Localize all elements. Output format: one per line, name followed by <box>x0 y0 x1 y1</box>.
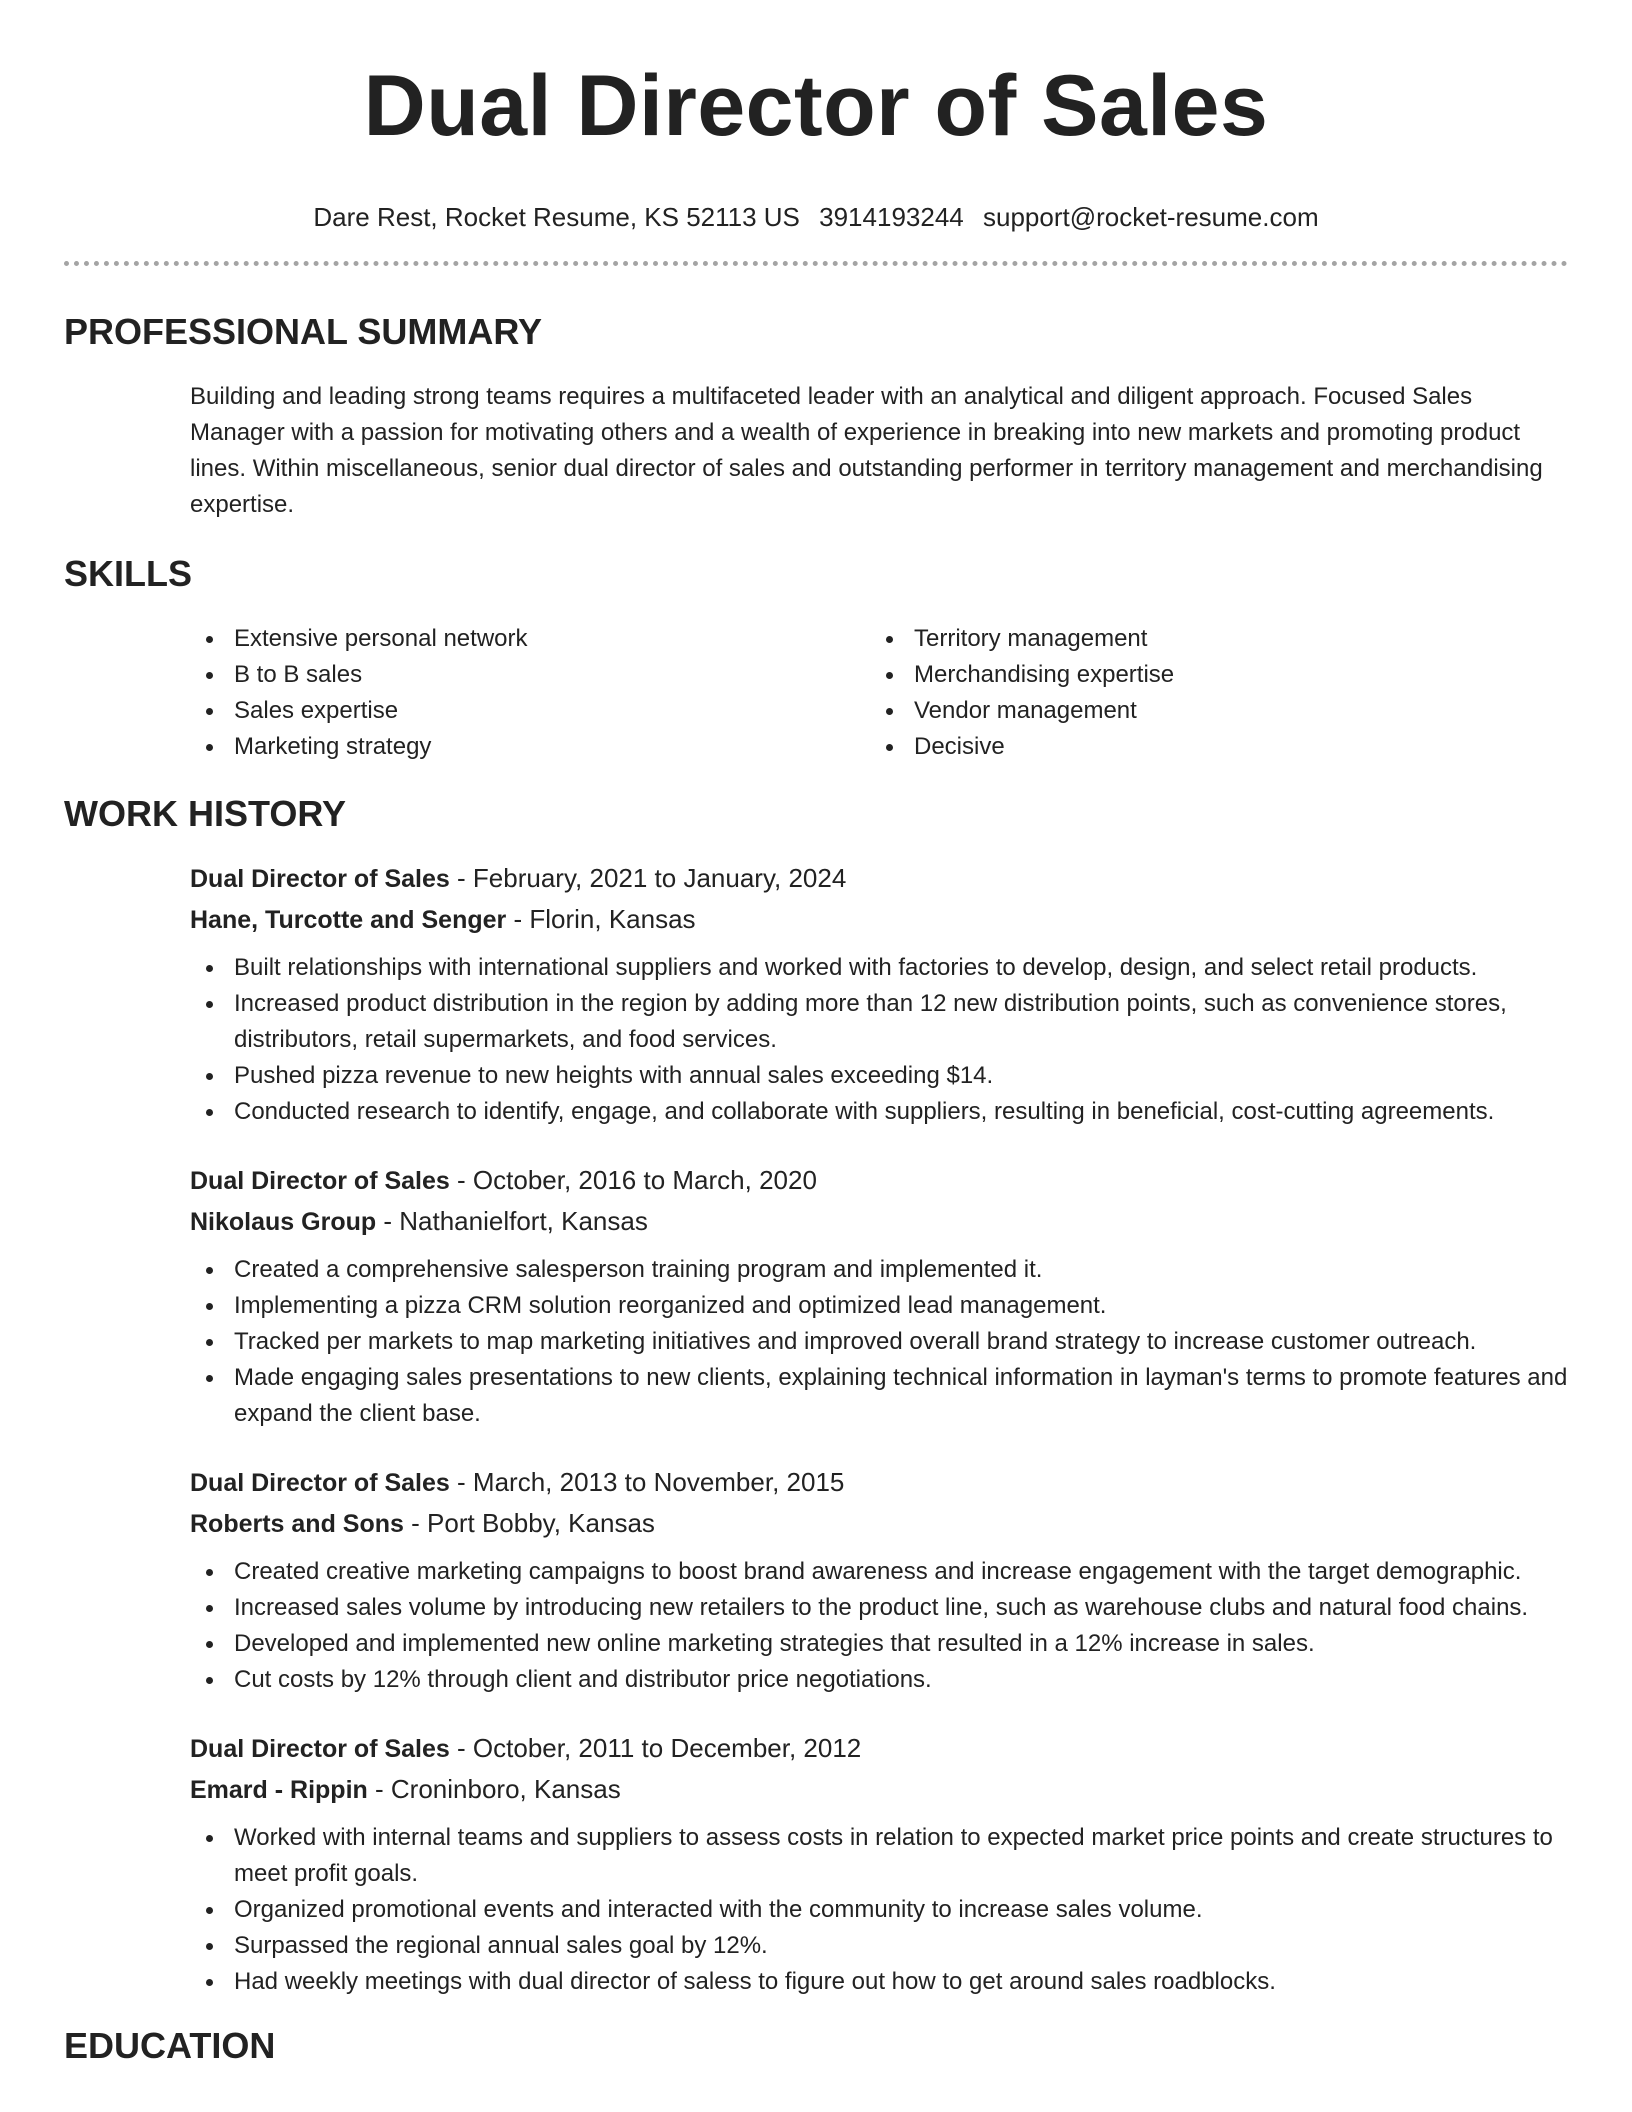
job-bullets <box>190 1554 1568 1698</box>
skills-column-left <box>190 621 870 765</box>
job-dates: October, 2016 to March, 2020 <box>472 1165 817 1195</box>
job-company: Emard - Rippin <box>190 1776 368 1804</box>
job-title-line: Dual Director of Sales - February, 2021 to January, 2024 <box>190 863 847 893</box>
job-company: Roberts and Sons <box>190 1510 404 1538</box>
job-bullet: Cut costs by 12% through client and distributor price negotiations. <box>190 1662 1568 1698</box>
job-bullet: Implementing a pizza CRM solution reorganized and optimized lead management. <box>190 1288 1568 1324</box>
header-divider <box>64 261 1568 266</box>
job-bullet: Made engaging sales presentations to new clients, explaining technical information in layman's terms to promote features and expand the client base. <box>190 1360 1568 1432</box>
skill-item: Decisive <box>870 729 1550 765</box>
work-history-heading: WORK HISTORY <box>64 793 347 834</box>
skill-item: B to B sales <box>190 657 870 693</box>
job-bullets <box>190 1252 1568 1432</box>
job-company-line: Nikolaus Group - Nathanielfort, Kansas <box>190 1206 648 1236</box>
job-company: Hane, Turcotte and Senger <box>190 906 507 934</box>
job-bullet: Developed and implemented new online marketing strategies that resulted in a 12% increase in sales. <box>190 1626 1568 1662</box>
job-bullet: Created creative marketing campaigns to boost brand awareness and increase engagement with the target demographic. <box>190 1554 1568 1590</box>
job-entry <box>190 1728 1568 2000</box>
job-company: Nikolaus Group <box>190 1208 377 1236</box>
job-title-line: Dual Director of Sales - October, 2016 to March, 2020 <box>190 1165 817 1195</box>
contact-phone: 3914193244 <box>819 202 964 232</box>
skill-item: Vendor management <box>870 693 1550 729</box>
job-location: Nathanielfort, Kansas <box>399 1206 648 1236</box>
job-bullets <box>190 950 1568 1130</box>
job-bullets <box>190 1820 1568 2000</box>
job-company-line: Hane, Turcotte and Senger - Florin, Kansas <box>190 904 696 934</box>
job-bullet: Tracked per markets to map marketing initiatives and improved overall brand strategy to increase customer outreach. <box>190 1324 1568 1360</box>
skill-item: Merchandising expertise <box>870 657 1550 693</box>
job-title-line: Dual Director of Sales - October, 2011 to December, 2012 <box>190 1733 862 1763</box>
summary-text: Building and leading strong teams requires a multifaceted leader with an analytical and diligent approach. Focused Sales Manager with a passion for motivating others and a wealth of experience in breaking into new markets and promoting product lines. Within miscellaneous, senior dual director of sales and outstanding performer in territory management and merchandising expertise. <box>190 383 1543 518</box>
job-role: Dual Director of Sales <box>190 1735 450 1763</box>
contact-line <box>64 202 1568 232</box>
job-bullet: Surpassed the regional annual sales goal by 12%. <box>190 1928 1568 1964</box>
resume-name: Dual Director of Sales <box>363 58 1269 154</box>
job-company-line: Emard - Rippin - Croninboro, Kansas <box>190 1774 621 1804</box>
job-location: Croninboro, Kansas <box>390 1774 621 1804</box>
skill-item: Marketing strategy <box>190 729 870 765</box>
job-role: Dual Director of Sales <box>190 865 450 893</box>
job-role: Dual Director of Sales <box>190 1469 450 1497</box>
contact-email: support@rocket-resume.com <box>982 202 1319 232</box>
skill-item: Extensive personal network <box>190 621 870 657</box>
skills-column-right <box>870 621 1550 765</box>
skills-heading: SKILLS <box>64 553 193 594</box>
skill-item: Territory management <box>870 621 1550 657</box>
job-entry <box>190 1160 1568 1432</box>
job-bullet: Increased sales volume by introducing new retailers to the product line, such as warehouse clubs and natural food chains. <box>190 1590 1568 1626</box>
job-dates: October, 2011 to December, 2012 <box>472 1733 862 1763</box>
job-dates: March, 2013 to November, 2015 <box>472 1467 845 1497</box>
job-role: Dual Director of Sales <box>190 1167 450 1195</box>
education-heading: EDUCATION <box>64 2025 276 2066</box>
job-bullet: Had weekly meetings with dual director of saless to figure out how to get around sales roadblocks. <box>190 1964 1568 2000</box>
job-bullet: Conducted research to identify, engage, and collaborate with suppliers, resulting in beneficial, cost-cutting agreements. <box>190 1094 1568 1130</box>
contact-address: Dare Rest, Rocket Resume, KS 52113 US <box>313 202 800 232</box>
job-title-line: Dual Director of Sales - March, 2013 to November, 2015 <box>190 1467 845 1497</box>
job-location: Florin, Kansas <box>529 904 696 934</box>
job-bullet: Built relationships with international suppliers and worked with factories to develop, design, and select retail products. <box>190 950 1568 986</box>
skills-list <box>190 621 1568 765</box>
job-bullet: Pushed pizza revenue to new heights with annual sales exceeding $14. <box>190 1058 1568 1094</box>
job-bullet: Created a comprehensive salesperson training program and implemented it. <box>190 1252 1568 1288</box>
job-dates: February, 2021 to January, 2024 <box>472 863 847 893</box>
job-company-line: Roberts and Sons - Port Bobby, Kansas <box>190 1508 655 1538</box>
summary-heading: PROFESSIONAL SUMMARY <box>64 311 543 352</box>
skill-item: Sales expertise <box>190 693 870 729</box>
job-bullet: Increased product distribution in the region by adding more than 12 new distribution points, such as convenience stores, distributors, retail supermarkets, and food services. <box>190 986 1568 1058</box>
job-entry <box>190 858 1568 1130</box>
job-bullet: Organized promotional events and interacted with the community to increase sales volume. <box>190 1892 1568 1928</box>
job-bullet: Worked with internal teams and suppliers to assess costs in relation to expected market price points and create structures to meet profit goals. <box>190 1820 1568 1892</box>
job-location: Port Bobby, Kansas <box>427 1508 655 1538</box>
job-entry <box>190 1462 1568 1698</box>
